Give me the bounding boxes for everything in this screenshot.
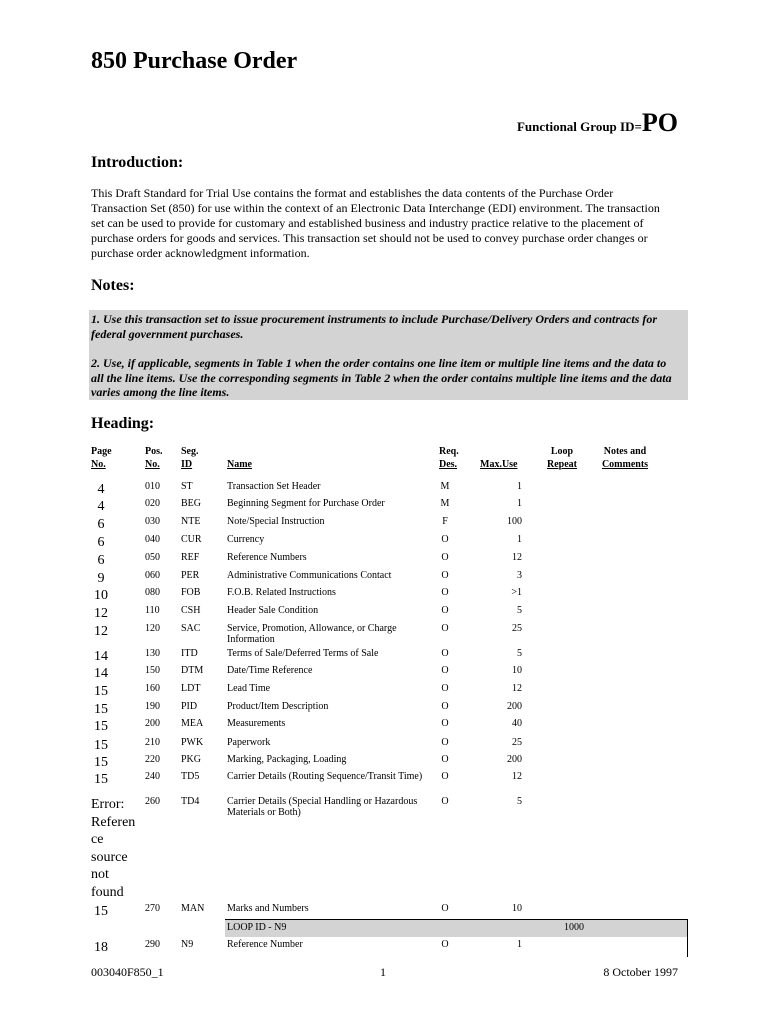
row-name: Reference Number [227,939,303,950]
row-seg-id: ST [181,481,193,492]
functional-group-value: PO [641,108,678,137]
row-name: Header Sale Condition [227,605,319,616]
row-req-des: M [440,481,450,492]
row-req-des: O [441,683,449,694]
col-header-notes: Notes and Comments [601,446,649,470]
row-name: Marking, Packaging, Loading [227,754,347,765]
row-seg-id: PKG [181,754,202,765]
row-page-no: 4 [97,499,105,514]
row-req-des: O [441,605,449,616]
row-req-des: O [441,587,449,598]
row-req-des: O [441,771,449,782]
row-seg-id: ITD [181,648,198,659]
footer-page-number: 1 [380,965,386,979]
row-seg-id: MEA [181,718,204,729]
row-page-no: 12 [94,606,108,621]
row-seg-id: PER [181,570,200,581]
row-pos-no: 040 [145,534,160,545]
row-pos-no: 220 [145,754,160,765]
col-header-maxuse: Max.Use [480,459,518,470]
footer-date: 8 October 1997 [603,965,678,979]
row-page-no: 15 [94,904,108,919]
row-page-no: 15 [94,684,108,699]
row-name: Lead Time [227,683,271,694]
row-req-des: O [441,534,449,545]
row-pos-no: 020 [145,498,160,509]
loop-bar [225,919,688,937]
row-seg-id: SAC [181,623,201,634]
row-page-no: 9 [97,571,105,586]
row-req-des: O [441,737,449,748]
row-seg-id: TD4 [181,796,200,807]
note-1: 1. Use this transaction set to issue procurement instruments to include Purchase/Delivery Orders and contracts for federal government purchases. [91,312,658,341]
row-pos-no: 260 [145,796,160,807]
row-max-use: 12 [512,552,522,563]
row-page-no: 10 [94,588,108,603]
row-page-no: 15 [94,772,108,787]
loop-id-label: LOOP ID - N9 [227,922,287,933]
row-name: Currency [227,534,265,545]
row-name: Paperwork [227,737,271,748]
loop-top-rule [225,919,688,920]
row-name: Service, Promotion, Allowance, or Charge Information [227,623,397,645]
row-page-no: 6 [97,553,105,568]
row-max-use: 25 [512,623,522,634]
row-seg-id: PID [181,701,198,712]
row-req-des: O [441,796,449,807]
row-req-des: O [441,718,449,729]
functional-group-id [517,108,678,138]
row-name: Beginning Segment for Purchase Order [227,498,385,509]
row-max-use: 1 [517,481,522,492]
row-name: Carrier Details (Special Handling or Hazardous Materials or Both) [227,796,418,818]
row-seg-id: REF [181,552,200,563]
row-max-use: 10 [512,903,522,914]
row-page-no: 15 [94,702,108,717]
row-max-use: 5 [517,605,522,616]
col-header-name: Name [227,459,252,470]
row-req-des: O [441,939,449,950]
row-max-use: 100 [507,516,522,527]
row-req-des: O [441,701,449,712]
row-max-use: 5 [517,796,522,807]
row-seg-id: DTM [181,665,204,676]
row-req-des: O [441,754,449,765]
row-max-use: 1 [517,534,522,545]
row-pos-no: 200 [145,718,160,729]
row-pos-no: 210 [145,737,160,748]
row-page-no: 18 [94,940,108,955]
row-page-no: 15 [94,738,108,753]
row-page-no: 15 [94,719,108,734]
row-seg-id: PWK [181,737,204,748]
row-max-use: 1 [517,498,522,509]
row-pos-no: 050 [145,552,160,563]
row-seg-id: LDT [181,683,201,694]
row-page-no: 6 [97,535,105,550]
col-header-seg: Seg. ID [181,446,199,470]
note-2: 2. Use, if applicable, segments in Table 1 when the order contains one line item or multiple line items and the data to all the line items. Use the corresponding segments in Table 2 when the order contains multiple line items and the data varies among the line items. [91,356,672,399]
row-page-no: 6 [97,517,105,532]
row-req-des: F [442,516,448,527]
row-pos-no: 160 [145,683,160,694]
row-pos-no: 130 [145,648,160,659]
col-header-pos: Pos. No. [145,446,163,470]
row-pos-no: 060 [145,570,160,581]
row-req-des: O [441,903,449,914]
row-max-use: 200 [507,701,522,712]
functional-group-label: Functional Group ID= [516,119,642,134]
introduction-heading: Introduction: [91,154,184,171]
row-max-use: 5 [517,648,522,659]
row-name: Note/Special Instruction [227,516,325,527]
document-title: 850 Purchase Order [91,48,298,74]
row-max-use: 25 [512,737,522,748]
col-header-req: Req. Des. [439,446,459,470]
footer-doc-id: 003040F850_1 [91,965,164,979]
row-req-des: O [441,570,449,581]
row-max-use: 200 [507,754,522,765]
row-pos-no: 290 [145,939,160,950]
row-seg-id: CUR [181,534,202,545]
row-seg-id: TD5 [181,771,200,782]
row-req-des: O [441,665,449,676]
row-max-use: 12 [512,771,522,782]
row-page-no: 14 [94,666,108,681]
row-max-use: 12 [512,683,522,694]
row-name: Date/Time Reference [227,665,313,676]
row-seg-id: MAN [181,903,205,914]
row-name: Measurements [227,718,286,729]
row-name: Transaction Set Header [227,481,321,492]
row-pos-no: 030 [145,516,160,527]
row-name: F.O.B. Related Instructions [227,587,336,598]
row-max-use: 1 [517,939,522,950]
row-pos-no: 110 [145,605,160,616]
row-page-no: 14 [94,649,108,664]
row-seg-id: N9 [181,939,194,950]
introduction-text: This Draft Standard for Trial Use contains the format and establishes the data contents of the Purchase Order Transaction Set (850) for use within the context of an Electronic Data Interchange (EDI) environment. The transaction set can be used to provide for customary and established business and industry practice relative to the placement of purchase orders for goods and services. This transaction set should not be used to convey purchase order changes or purchase order acknowledgment information. [91,186,660,260]
row-page-no: 4 [97,482,105,497]
row-seg-id: FOB [181,587,201,598]
row-name: Administrative Communications Contact [227,570,392,581]
heading-section-title: Heading: [91,415,155,432]
row-max-use: 10 [512,665,522,676]
row-req-des: O [441,648,449,659]
row-max-use: >1 [511,587,522,598]
row-seg-id: CSH [181,605,201,616]
notes-heading: Notes: [91,277,135,294]
row-page-no: Error: Referen ce source not found [91,797,136,900]
row-max-use: 40 [512,718,522,729]
row-req-des: O [441,552,449,563]
row-name: Marks and Numbers [227,903,309,914]
row-page-no: 15 [94,755,108,770]
row-pos-no: 120 [145,623,160,634]
col-header-loop: Loop Repeat [547,446,577,470]
row-req-des: O [441,623,449,634]
row-pos-no: 190 [145,701,160,712]
loop-right-rule [687,919,688,957]
row-name: Terms of Sale/Deferred Terms of Sale [227,648,379,659]
row-pos-no: 270 [145,903,160,914]
col-header-page: Page No. [91,446,112,470]
row-page-no: 12 [94,624,108,639]
row-pos-no: 080 [145,587,160,598]
row-name: Product/Item Description [227,701,329,712]
row-pos-no: 010 [145,481,160,492]
row-pos-no: 240 [145,771,160,782]
row-seg-id: BEG [181,498,201,509]
row-req-des: M [440,498,450,509]
row-name: Carrier Details (Routing Sequence/Transit Time) [227,771,423,782]
row-pos-no: 150 [145,665,160,676]
loop-repeat-value: 1000 [564,922,584,933]
row-max-use: 3 [517,570,522,581]
row-name: Reference Numbers [227,552,307,563]
row-seg-id: NTE [181,516,201,527]
